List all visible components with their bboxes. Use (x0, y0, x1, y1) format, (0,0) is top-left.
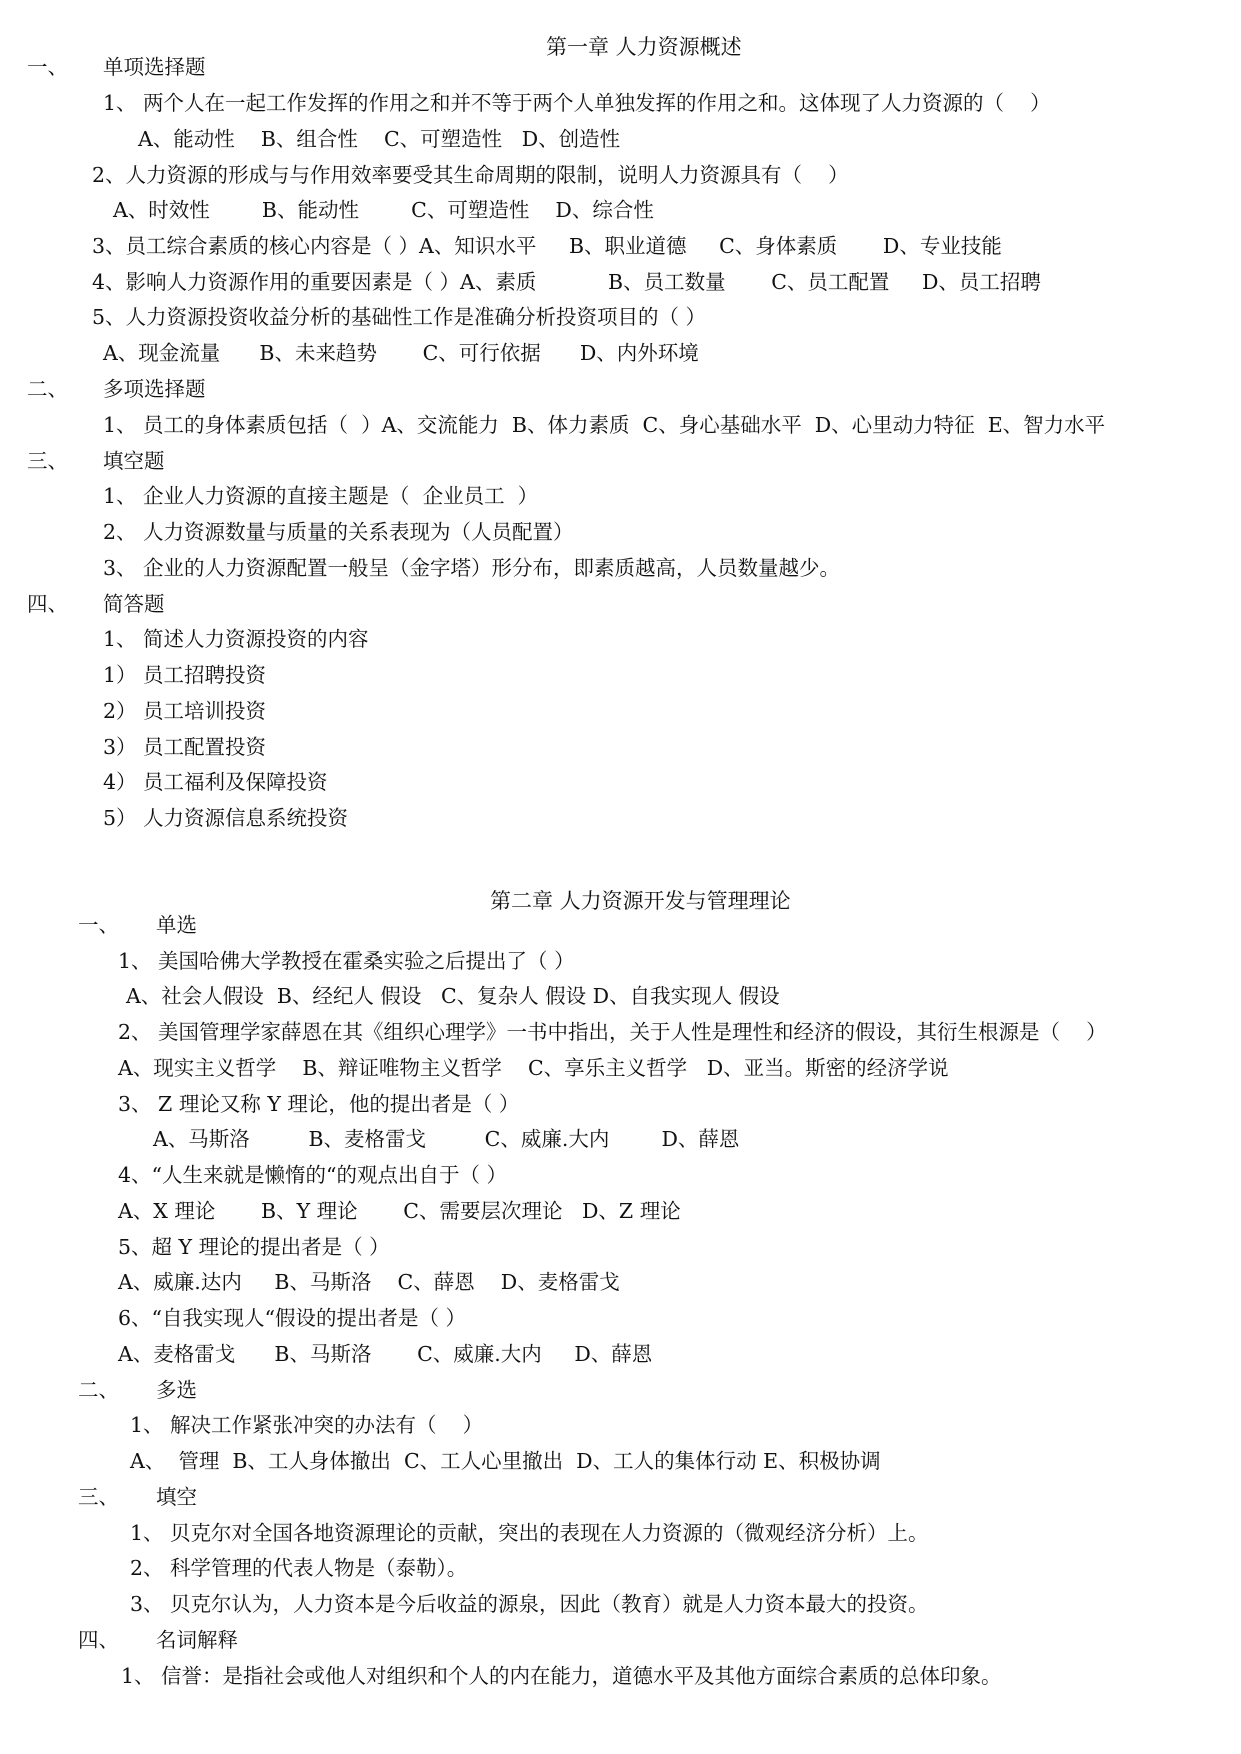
chapter2-line: 一、 (78, 913, 119, 937)
chapter1-line: 2） 员工培训投资 (103, 699, 267, 723)
chapter1-line: A、能动性 B、组合性 C、可塑造性 D、创造性 (138, 127, 621, 151)
chapter2-line: A、现实主义哲学 B、辩证唯物主义哲学 C、享乐主义哲学 D、亚当。斯密的经济学说 (118, 1056, 949, 1080)
chapter1-line: 3、员工综合素质的核心内容是（ ）A、知识水平 B、职业道德 C、身体素质 D、专业技能 (92, 234, 1002, 258)
chapter2-line: 6、“自我实现人“假设的提出者是（ ） (118, 1306, 467, 1330)
chapter2-line: 1、 美国哈佛大学教授在霍桑实验之后提出了（ ） (118, 949, 575, 973)
chapter1-line: 简答题 (103, 592, 165, 616)
chapter2-title: 第二章 人力资源开发与管理理论 (490, 889, 791, 913)
chapter2-line: 多选 (156, 1378, 197, 1402)
chapter1-line: 3、 企业的人力资源配置一般呈（金字塔）形分布，即素质越高，人员数量越少。 (103, 556, 841, 580)
chapter2-line: 三、 (78, 1485, 119, 1509)
chapter2-line: A、麦格雷戈 B、马斯洛 C、威廉.大内 D、薛恩 (118, 1342, 653, 1366)
chapter1-line: 5、人力资源投资收益分析的基础性工作是准确分析投资项目的（ ） (92, 305, 707, 329)
chapter2-line: 2、 科学管理的代表人物是（泰勒）。 (130, 1556, 468, 1580)
chapter2-line: A、马斯洛 B、麦格雷戈 C、威廉.大内 D、薛恩 (153, 1127, 740, 1151)
chapter2-line: 1、 贝克尔对全国各地资源理论的贡献，突出的表现在人力资源的（微观经济分析）上。 (130, 1521, 929, 1545)
chapter2-line: 3、 贝克尔认为，人力资本是今后收益的源泉，因此（教育）就是人力资本最大的投资。 (130, 1592, 929, 1616)
chapter1-line: A、现金流量 B、未来趋势 C、可行依据 D、内外环境 (103, 341, 699, 365)
chapter1-line: 4） 员工福利及保障投资 (103, 770, 328, 794)
chapter2-line: 1、 信誉：是指社会或他人对组织和个人的内在能力，道德水平及其他方面综合素质的总体印象。 (121, 1664, 1002, 1688)
chapter2-line: A、 管理 B、工人身体撤出 C、工人心里撤出 D、工人的集体行动 E、积极协调 (130, 1449, 881, 1473)
chapter2-line: 5、超 Y 理论的提出者是（ ） (118, 1235, 390, 1259)
chapter1-line: 多项选择题 (103, 377, 206, 401)
chapter1-line: 二、 (27, 377, 68, 401)
chapter1-line: 三、 (27, 449, 68, 473)
chapter1-line: 一、 (27, 55, 68, 79)
chapter1-line: 4、影响人力资源作用的重要因素是（ ）A、素质 B、员工数量 C、员工配置 D、员工招聘 (92, 270, 1041, 294)
chapter2-line: 1、 解决工作紧张冲突的办法有（ ） (130, 1413, 484, 1437)
chapter1-line: 2、 人力资源数量与质量的关系表现为（人员配置） (103, 520, 574, 544)
chapter2-line: A、X 理论 B、Y 理论 C、需要层次理论 D、Z 理论 (118, 1199, 681, 1223)
chapter2-line: A、社会人假设 B、经纪人 假设 C、复杂人 假设 D、自我实现人 假设 (126, 984, 780, 1008)
chapter1-line: 填空题 (103, 449, 165, 473)
chapter1-line: 5） 人力资源信息系统投资 (103, 806, 349, 830)
chapter1-line: 1） 员工招聘投资 (103, 663, 267, 687)
chapter1-line: A、时效性 B、能动性 C、可塑造性 D、综合性 (113, 198, 654, 222)
chapter1-line: 1、 简述人力资源投资的内容 (103, 627, 369, 651)
chapter2-line: 3、 Z 理论又称 Y 理论，他的提出者是（ ） (118, 1092, 520, 1116)
chapter1-line: 1、 员工的身体素质包括（ ）A、交流能力 B、体力素质 C、身心基础水平 D、心里动力特征 E、智力水平 (103, 413, 1106, 437)
chapter1-line: 1、 企业人力资源的直接主题是（ 企业员工 ） (103, 484, 539, 508)
chapter2-line: 四、 (78, 1628, 119, 1652)
chapter2-line: 二、 (78, 1378, 119, 1402)
chapter2-line: A、威廉.达内 B、马斯洛 C、薛恩 D、麦格雷戈 (118, 1270, 620, 1294)
chapter1-line: 2、人力资源的形成与与作用效率要受其生命周期的限制，说明人力资源具有（ ） (92, 163, 849, 187)
chapter1-line: 单项选择题 (103, 55, 206, 79)
chapter2-line: 填空 (156, 1485, 197, 1509)
chapter2-line: 2、 美国管理学家薛恩在其《组织心理学》一书中指出，关于人性是理性和经济的假设，其衍生根源是（ ） (118, 1020, 1107, 1044)
chapter2-line: 单选 (156, 913, 197, 937)
chapter2-line: 名词解释 (156, 1628, 238, 1652)
chapter1-line: 1、 两个人在一起工作发挥的作用之和并不等于两个人单独发挥的作用之和。这体现了人力资源的（ ） (103, 91, 1051, 115)
chapter1-line: 3） 员工配置投资 (103, 735, 267, 759)
chapter1-title: 第一章 人力资源概述 (546, 35, 742, 59)
chapter2-line: 4、“人生来就是懒惰的“的观点出自于（ ） (118, 1163, 508, 1187)
chapter1-line: 四、 (27, 592, 68, 616)
